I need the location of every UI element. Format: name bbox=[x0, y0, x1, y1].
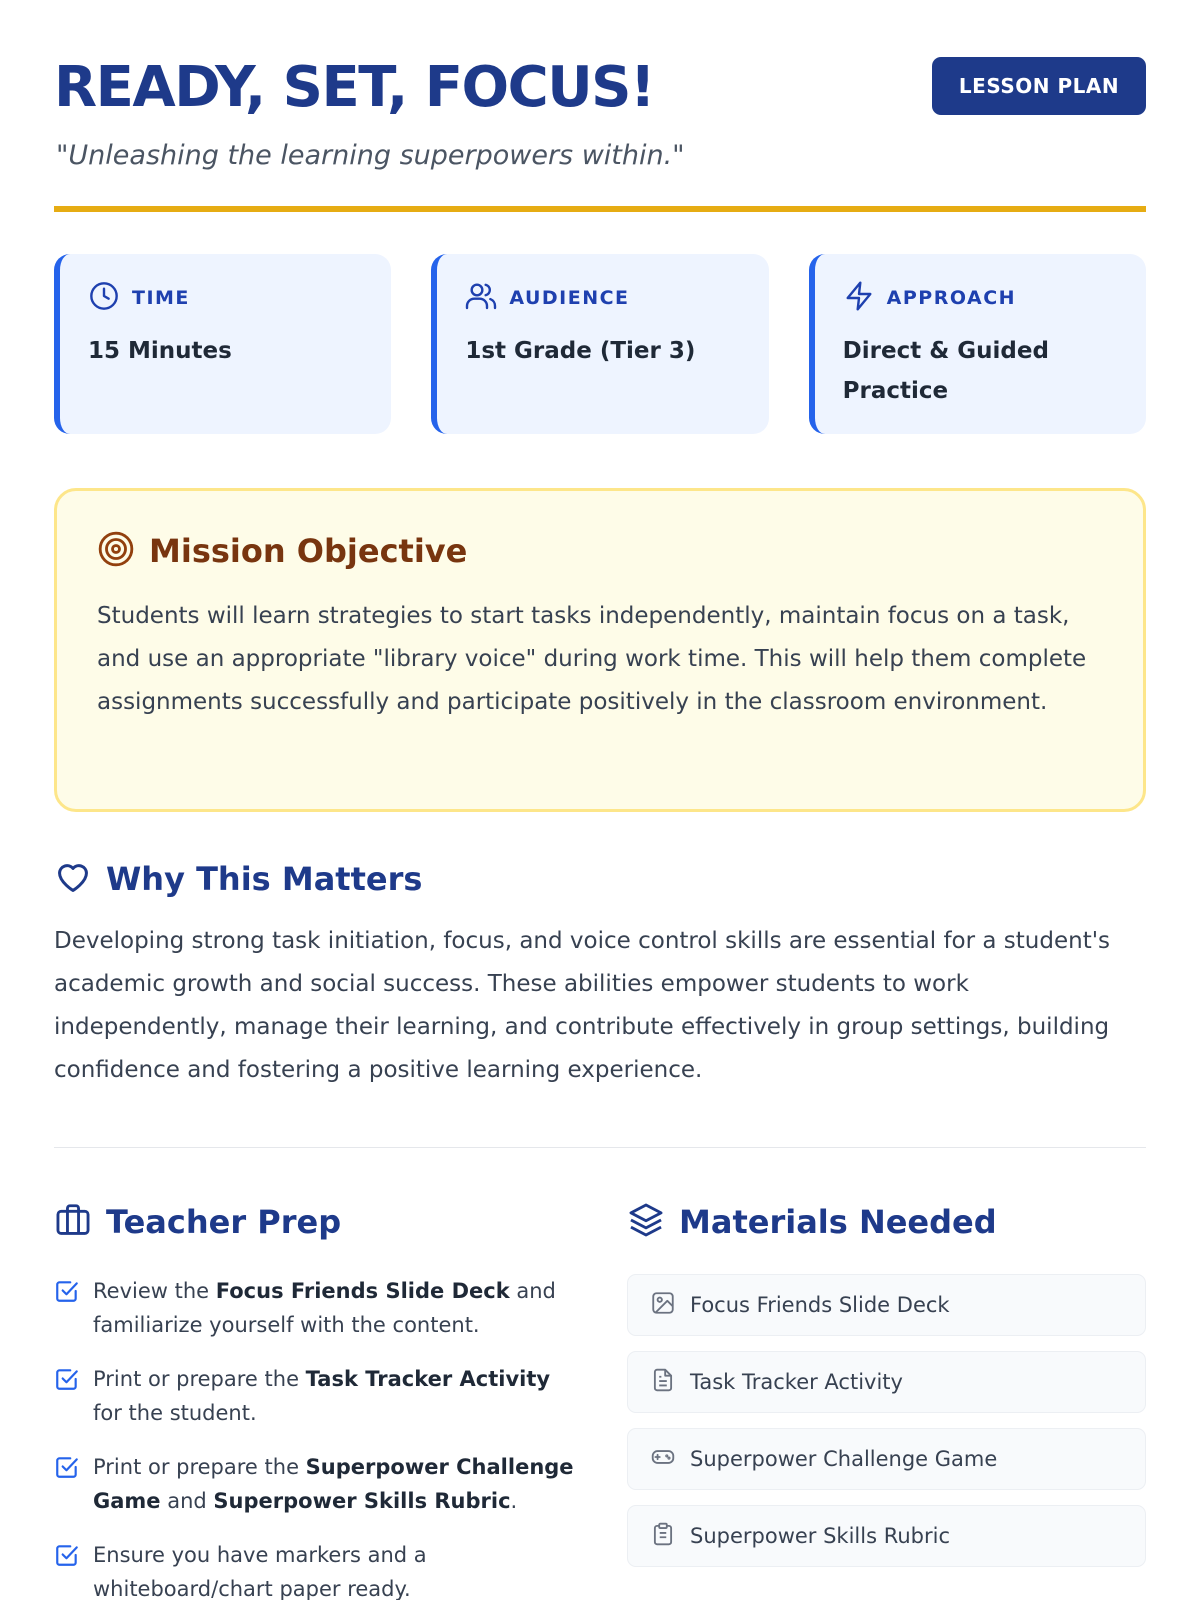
header-divider bbox=[54, 206, 1146, 212]
page-subtitle: "Unleashing the learning superpowers within." bbox=[56, 140, 685, 171]
why-section-header bbox=[54, 858, 422, 900]
material-item bbox=[627, 1505, 1146, 1567]
materials-list bbox=[627, 1274, 1146, 1567]
document-icon bbox=[650, 1367, 676, 1397]
approach-value: Direct & Guided Practice bbox=[842, 338, 1049, 404]
material-label: Task Tracker Activity bbox=[690, 1370, 903, 1394]
prep-item bbox=[54, 1274, 574, 1342]
teacher-prep-title: Teacher Prep bbox=[106, 1203, 342, 1241]
approach-label: APPROACH bbox=[886, 287, 1017, 309]
prep-item bbox=[54, 1538, 574, 1600]
lesson-plan-badge: LESSON PLAN bbox=[932, 57, 1146, 115]
header bbox=[54, 56, 1146, 216]
prep-item-text: Review the Focus Friends Slide Deck and familiarize yourself with the content. bbox=[93, 1279, 556, 1337]
material-item bbox=[627, 1428, 1146, 1490]
time-label: TIME bbox=[132, 287, 190, 309]
target-icon bbox=[97, 530, 135, 572]
material-item bbox=[627, 1274, 1146, 1336]
material-label: Superpower Challenge Game bbox=[690, 1447, 998, 1471]
check-square-icon bbox=[54, 1450, 80, 1518]
prep-item bbox=[54, 1362, 574, 1430]
prep-item bbox=[54, 1450, 574, 1518]
lesson-plan-page bbox=[54, 0, 1146, 1600]
info-cards bbox=[54, 254, 1146, 434]
prep-item-text: Print or prepare the Superpower Challenge Game and Superpower Skills Rubric. bbox=[93, 1455, 574, 1513]
why-text: Developing strong task initiation, focus, and voice control skills are essential for a student's academic growth and social success. These abilities empower students to work independently, manage their learning, and contribute effectively in group settings, building confidence and fostering a positive learning experience. bbox=[54, 928, 1111, 1083]
lightning-icon bbox=[843, 280, 875, 316]
materials-title: Materials Needed bbox=[679, 1203, 997, 1241]
teacher-prep-list bbox=[54, 1274, 574, 1600]
heart-icon bbox=[54, 858, 92, 900]
gamepad-icon bbox=[650, 1444, 676, 1474]
approach-card bbox=[809, 254, 1146, 434]
check-square-icon bbox=[54, 1362, 80, 1430]
audience-card bbox=[431, 254, 768, 434]
prep-item-text: Ensure you have markers and a whiteboard/chart paper ready. bbox=[93, 1543, 427, 1600]
layers-icon bbox=[627, 1201, 665, 1243]
teacher-prep-section bbox=[54, 1200, 574, 1600]
page-title: READY, SET, FOCUS! bbox=[54, 55, 655, 120]
audience-value: 1st Grade (Tier 3) bbox=[465, 338, 696, 364]
image-icon bbox=[650, 1290, 676, 1320]
mission-title: Mission Objective bbox=[149, 532, 468, 570]
mission-text: Students will learn strategies to start tasks independently, maintain focus on a task, and use an appropriate "library voice" during work time. This will help them complete assignments successfully and participate positively in the classroom environment. bbox=[97, 603, 1087, 715]
materials-section bbox=[627, 1200, 1146, 1582]
time-card bbox=[54, 254, 391, 434]
time-value: 15 Minutes bbox=[88, 338, 232, 364]
audience-label: AUDIENCE bbox=[509, 287, 630, 309]
clock-icon bbox=[88, 280, 120, 316]
material-item bbox=[627, 1351, 1146, 1413]
material-label: Focus Friends Slide Deck bbox=[690, 1293, 950, 1317]
briefcase-icon bbox=[54, 1201, 92, 1243]
clipboard-icon bbox=[650, 1521, 676, 1551]
section-divider bbox=[54, 1147, 1146, 1148]
why-title: Why This Matters bbox=[106, 860, 423, 898]
material-label: Superpower Skills Rubric bbox=[690, 1524, 951, 1548]
prep-item-text: Print or prepare the Task Tracker Activity for the student. bbox=[93, 1367, 551, 1425]
mission-objective-box bbox=[54, 488, 1146, 812]
check-square-icon bbox=[54, 1274, 80, 1342]
users-icon bbox=[465, 280, 497, 316]
check-square-icon bbox=[54, 1538, 80, 1600]
